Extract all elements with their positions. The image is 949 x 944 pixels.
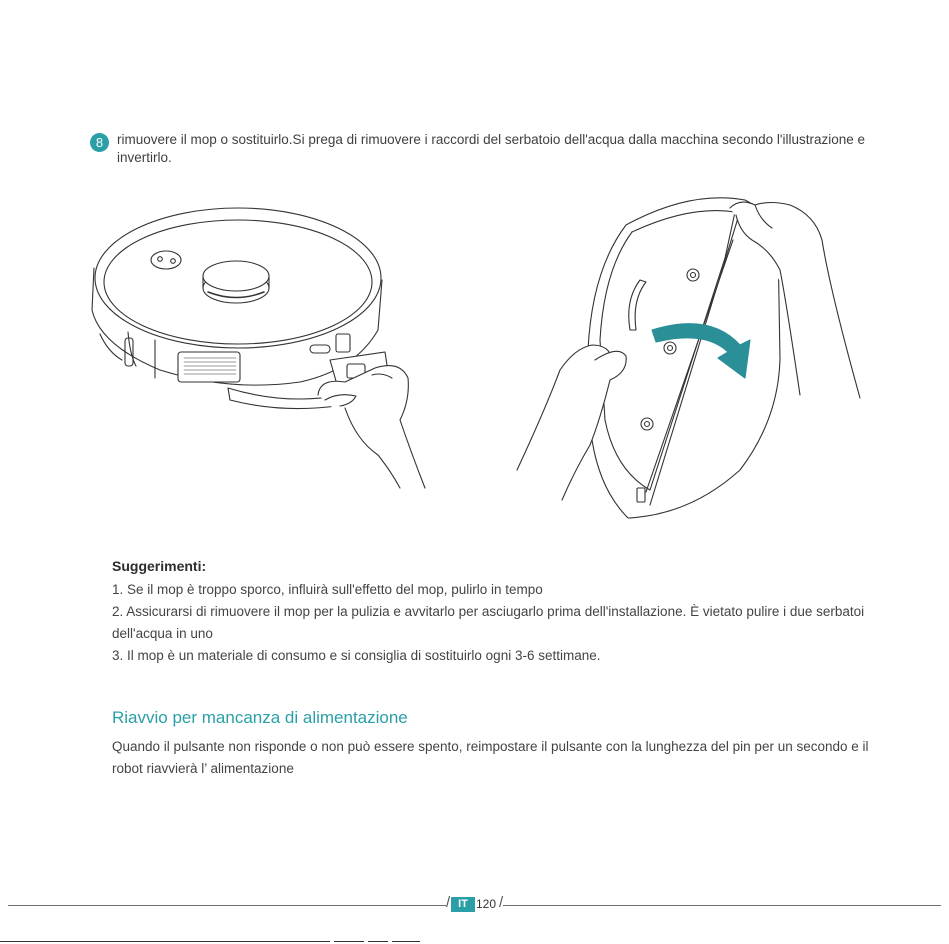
language-code: IT [451, 897, 475, 912]
slash-decoration: / [499, 894, 504, 911]
footer-divider-right [503, 905, 941, 906]
step-instruction: rimuovere il mop o sostituirlo.Si prega di rimuovere i raccordi del serbatoio dell'acqua dalla macchina secondo l'illustrazione e invertirlo. [117, 132, 866, 165]
page-number: 120 [476, 897, 497, 911]
tip-item: 3. Il mop è un materiale di consumo e si consiglia di sostituirlo ogni 3-6 settimane. [112, 648, 601, 663]
restart-body: Quando il pulsante non risponde o non può essere spento, reimpostare il pulsante con la lunghezza del pin per un secondo e il robot riavvierà l’ alimentazione [112, 739, 869, 776]
tip-item: 1. Se il mop è troppo sporco, influirà sull'effetto del mop, pulirlo in tempo [112, 582, 543, 597]
footer-divider-left [8, 905, 446, 906]
step-number-badge: 8 [90, 133, 109, 152]
tips-section [112, 557, 892, 667]
page-number-tag [446, 896, 504, 913]
tips-title: Suggerimenti: [112, 558, 207, 574]
robot-vacuum-drawing [92, 208, 425, 488]
bottom-edge-marks [0, 941, 420, 943]
tip-item: 2. Assicurarsi di rimuovere il mop per la pulizia e avvitarlo per asciugarlo prima dell'installazione. È vietato pulire i due serbatoi dell'acqua in uno [112, 604, 865, 641]
robot-flipped-drawing [517, 198, 860, 518]
slash-decoration: / [446, 894, 451, 911]
restart-heading: Riavvio per mancanza di alimentazione [112, 708, 408, 727]
